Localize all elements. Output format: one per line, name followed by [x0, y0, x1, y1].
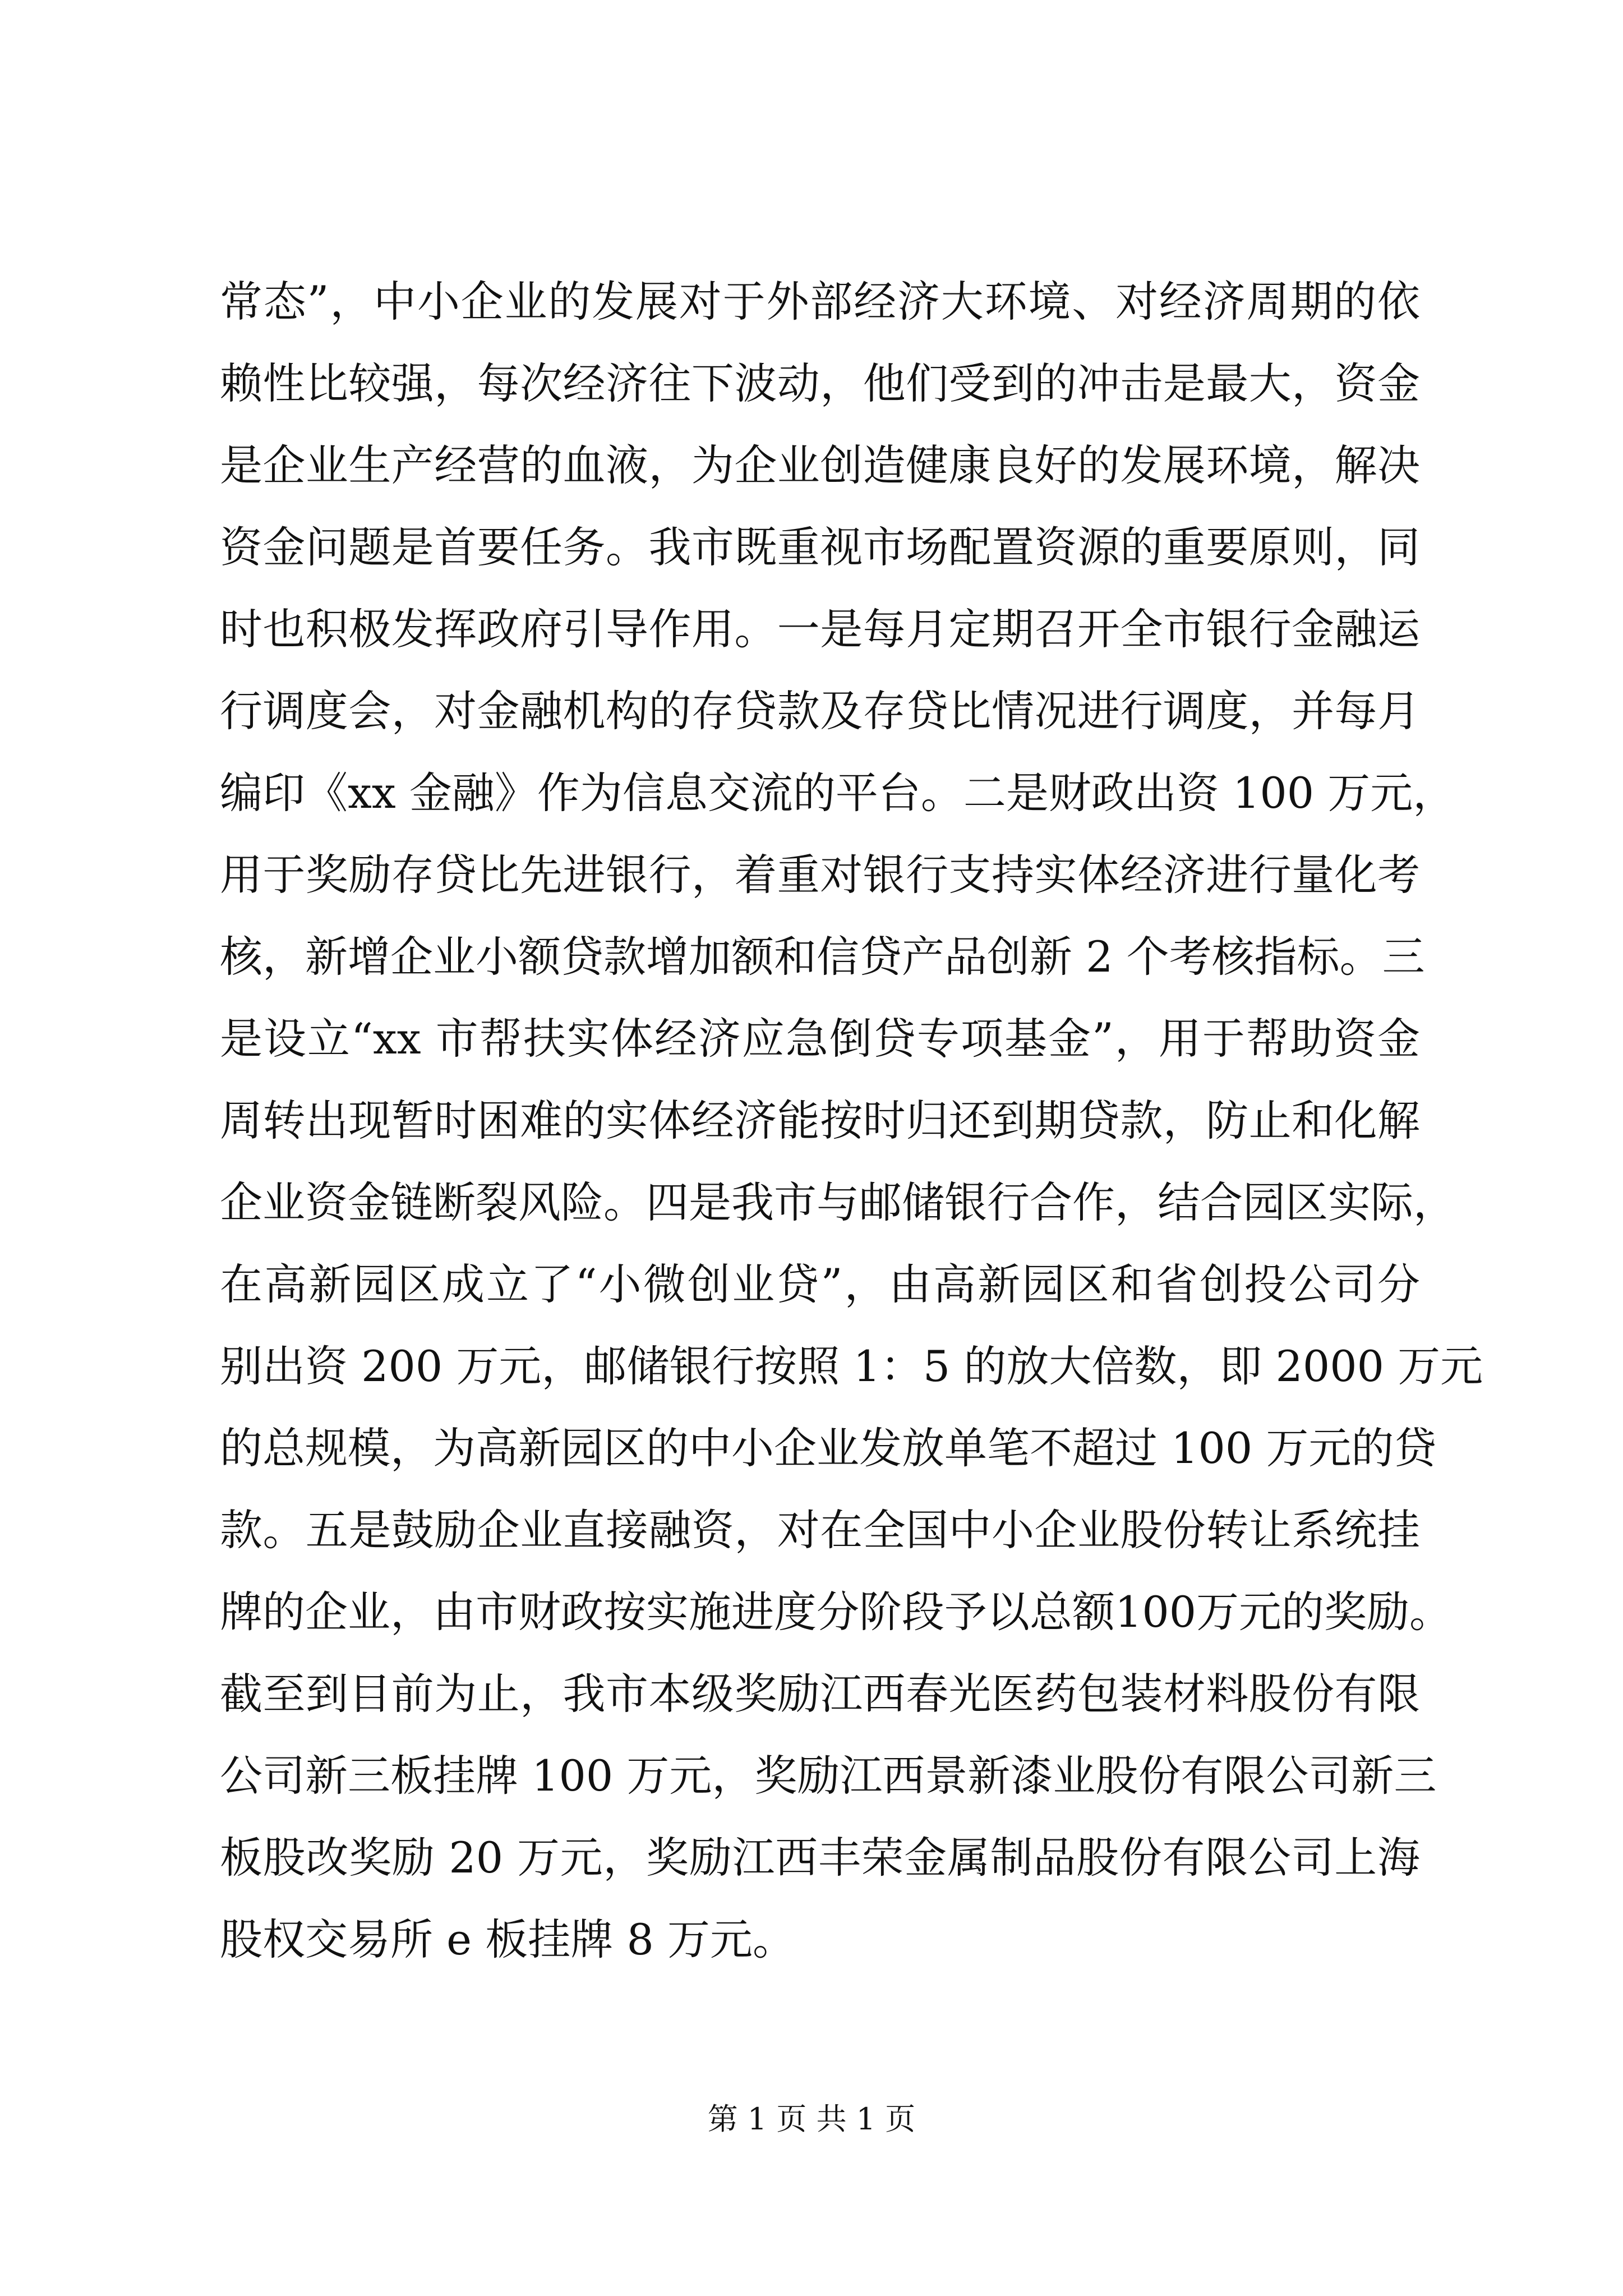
text-line: 赖性比较强，每次经济往下波动，他们受到的冲击是最大，资金 [220, 358, 1420, 408]
text-line: 是设立“xx 市帮扶实体经济应急倒贷专项基金”，用于帮助资金 [220, 1014, 1420, 1064]
text-line: 板股改奖励 20 万元，奖励江西丰荣金属制品股份有限公司上海 [220, 1833, 1420, 1883]
text-line: 资金问题是首要任务。我市既重视市场配置资源的重要原则，同 [220, 522, 1420, 572]
text-line: 周转出现暂时困难的实体经济能按时归还到期贷款，防止和化解 [220, 1096, 1420, 1145]
text-line: 款。五是鼓励企业直接融资，对在全国中小企业股份转让系统挂 [220, 1505, 1420, 1555]
text-line: 行调度会，对金融机构的存贷款及存贷比情况进行调度，并每月 [220, 686, 1420, 736]
text-line: 公司新三板挂牌 100 万元，奖励江西景新漆业股份有限公司新三 [220, 1751, 1437, 1801]
text-line: 编印《xx 金融》作为信息交流的平台。二是财政出资 100 万元， [220, 768, 1456, 818]
text-line: 企业资金链断裂风险。四是我市与邮储银行合作，结合园区实际， [220, 1177, 1456, 1227]
text-line: 核，新增企业小额贷款增加额和信贷产品创新 2 个考核指标。三 [220, 932, 1425, 982]
page-footer: 第 1 页 共 1 页 [707, 2101, 916, 2137]
text-line: 在高新园区成立了“小微创业贷”，由高新园区和省创投公司分 [220, 1259, 1420, 1309]
text-line: 是企业生产经营的血液，为企业创造健康良好的发展环境，解决 [220, 440, 1420, 490]
text-line: 常态”，中小企业的发展对于外部经济大环境、对经济周期的依 [220, 277, 1420, 326]
text-line: 别出资 200 万元，邮储银行按照 1：5 的放大倍数，即 2000 万元 [220, 1341, 1483, 1391]
text-line: 截至到目前为止，我市本级奖励江西春光医药包装材料股份有限 [220, 1669, 1420, 1719]
text-line: 股权交易所 e 板挂牌 8 万元。 [220, 1915, 795, 1964]
text-line: 的总规模，为高新园区的中小企业发放单笔不超过 100 万元的贷 [220, 1423, 1437, 1473]
text-line: 用于奖励存贷比先进银行，着重对银行支持实体经济进行量化考 [220, 850, 1420, 900]
text-line: 时也积极发挥政府引导作用。一是每月定期召开全市银行金融运 [220, 604, 1420, 654]
body-text [220, 261, 1483, 1981]
text-line: 牌的企业，由市财政按实施进度分阶段予以总额100万元的奖励。 [220, 1587, 1453, 1637]
